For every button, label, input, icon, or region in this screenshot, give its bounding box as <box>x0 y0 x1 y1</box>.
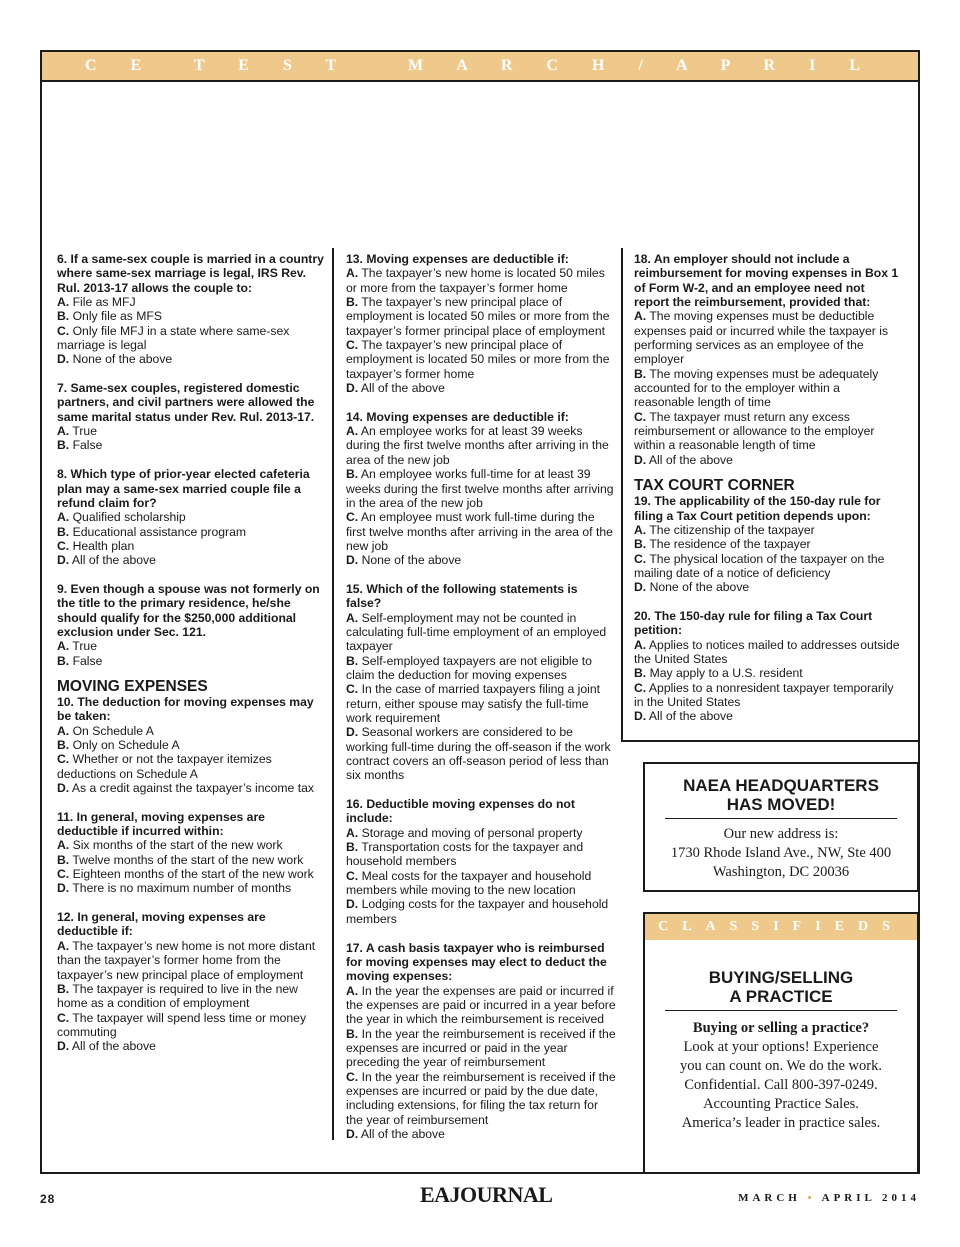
answer-b: Only on Schedule A <box>72 738 180 752</box>
answer-b: The residence of the taxpayer <box>649 537 811 552</box>
answer-c: Health plan <box>72 538 135 553</box>
answer-a: On Schedule A <box>72 723 154 738</box>
answer-c: An employee must work full-time during the first twelve months after arriving in the area of the new job <box>346 510 613 553</box>
answer-a: In the year the expenses are paid or incurred if the expenses are paid or incurred in a year before the year in which the reimbursement is received <box>346 983 616 1027</box>
answer-c: The taxpayer will spend less time or money commuting <box>57 1010 307 1039</box>
question-16: 16. Deductible moving expenses do not include: A. Storage and moving of personal property B. Transportation costs for the taxpayer and household members C. Meal costs for the taxpayer and household members while moving to the new location D. Lodging costs for the taxpayer and household members <box>346 797 609 926</box>
question-text: 8. Which type of prior-year elected cafeteria plan may a same-sex married couple file a refund claim for? <box>57 467 310 510</box>
column-1 <box>57 252 327 1054</box>
answer-a: An employee works for at least 39 weeks during the first twelve months after arriving in the area of the new job <box>346 424 609 467</box>
question-text: 12. In general, moving expenses are deductible if: <box>57 910 266 939</box>
section-heading-moving-expenses: MOVING EXPENSES <box>57 677 208 695</box>
question-11: 11. In general, moving expenses are deductible if incurred within: A. Six months of the start of the new work B. Twelve months of the start of the new work C. Eighteen months of the start of the new work D. There is no maximum number of months <box>57 809 314 896</box>
answer-a: Self-employment may not be counted in calculating full-time employment of an employed taxpayer <box>346 610 607 654</box>
answer-b: Transportation costs for the taxpayer and household members <box>346 840 584 869</box>
answer-b: May apply to a U.S. resident <box>649 666 803 681</box>
answer-c: The physical location of the taxpayer on the mailing date of a notice of deficiency <box>634 551 885 580</box>
question-15: 15. Which of the following statements is false? A. Self-employment may not be counted in calculating full-time employment of an employed taxpayer B. Self-employed taxpayers are not eligible to claim the deduction for moving expenses C. In the case of married taxpayers filing a joint return, either spouse may satisfy the full-time work requirement D. Seasonal workers are considered to be working full-time during the off-season if the work contract covers an off-season period of less than six months <box>346 581 611 783</box>
section-header-bar <box>40 50 920 82</box>
question-20: 20. The 150-day rule for filing a Tax Court petition: A. Applies to notices mailed to addresses outside the United States B. May apply to a U.S. resident C. Applies to a nonresident taxpayer temporarily in the United States D. All of the above <box>634 608 900 724</box>
answer-c: Applies to a nonresident taxpayer temporarily in the United States <box>634 680 894 709</box>
answer-b: Only file as MFS <box>72 309 162 324</box>
answer-b: The taxpayer’s new principal place of employment is located 50 miles or more from the taxpayer’s former principal place of employment <box>346 295 610 338</box>
page-number: 28 <box>40 1192 56 1206</box>
question-text: 18. An employer should not include a reimbursement for moving expenses in Box 1 of Form W-2, and an employee need not report the reimbursement, provided that: <box>634 252 899 310</box>
answer-b: An employee works full-time for at least 39 weeks during the first twelve months after arriving in the area of the new job <box>346 467 614 510</box>
section-heading-tax-court-corner: TAX COURT CORNER <box>634 477 795 495</box>
question-text: 15. Which of the following statements is false? <box>346 581 578 611</box>
answer-c: In the case of married taxpayers filing a joint return, either spouse may satisfy the full-time work requirement <box>346 682 601 725</box>
answer-a: The citizenship of the taxpayer <box>649 522 815 537</box>
answer-c: In the year the reimbursement is received if the expenses are incurred or paid by the due date, including extensions, for filing the tax return for the year of reimbursement <box>346 1069 616 1127</box>
answer-d: All of the above <box>648 709 733 724</box>
question-text: 6. If a same-sex couple is married in a country where same-sex marriage is legal, IRS Rev. Rul. 2013-17 allows the couple to: <box>57 252 324 295</box>
answer-c: Whether or not the taxpayer itemizes deductions on Schedule A <box>57 752 272 781</box>
answer-a: Six months of the start of the new work <box>72 838 283 853</box>
question-14: 14. Moving expenses are deductible if: A. An employee works for at least 39 weeks during the first twelve months after arriving in the area of the new job B. An employee works full-time for at least 39 weeks during the first twelve months after arriving in the area of the new job C. An employee must work full-time during the first twelve months after arriving in the area of the new job D. None of the above <box>346 409 614 568</box>
question-text: 19. The applicability of the 150-day rule for filing a Tax Court petition depends upon: <box>634 494 881 523</box>
question-6: 6. If a same-sex couple is married in a country where same-sex marriage is legal, IRS Rev. Rul. 2013-17 allows the couple to: A. File as MFJ B. Only file as MFS C. Only file MFJ in a state where same-sex marriage is legal D. None of the above <box>57 252 324 367</box>
answer-b: False <box>72 653 103 668</box>
column-divider-1 <box>332 248 334 1140</box>
answer-d: All of the above <box>71 553 156 568</box>
question-text: 11. In general, moving expenses are deductible if incurred within: <box>57 809 265 839</box>
question-19: 19. The applicability of the 150-day rule for filing a Tax Court petition depends upon: A. The citizenship of the taxpayer B. The residence of the taxpayer C. The physical location of the taxpayer on the mailing date of a notice of deficiency D. None of the above <box>634 494 885 595</box>
question-13: 13. Moving expenses are deductible if: A. The taxpayer’s new home is located 50 miles or more from the taxpayer’s former home B. The taxpayer’s new principal place of employment is located 50 miles or more from the taxpayer’s former principal place of employment C. The taxpayer’s new principal place of employment is located 50 miles or more from the taxpayer’s former home D. All of the above <box>346 252 610 396</box>
classifieds-box <box>643 912 919 1174</box>
question-text: 20. The 150-day rule for filing a Tax Court petition: <box>634 608 873 638</box>
answer-d: There is no maximum number of months <box>72 881 292 896</box>
classifieds-header: CLASSIFIEDS <box>658 919 904 934</box>
answer-d: None of the above <box>361 553 462 568</box>
column-3 <box>634 252 902 724</box>
answer-d: All of the above <box>71 1039 156 1054</box>
column-2 <box>346 252 616 1141</box>
answer-b: Twelve months of the start of the new work <box>72 852 304 867</box>
answer-b: Self-employed taxpayers are not eligible to claim the deduction for moving expenses <box>346 653 592 682</box>
naea-hq-notice <box>643 762 919 892</box>
answer-d: All of the above <box>648 452 733 467</box>
answer-a: Applies to notices mailed to addresses outside the United States <box>634 637 900 666</box>
answer-d: All of the above <box>360 1126 445 1141</box>
answer-a: The taxpayer’s new home is not more distant than the taxpayer’s former home from the taxpayer’s new principal place of employment <box>57 938 316 982</box>
answer-b: The taxpayer is required to live in the new home as a condition of employment <box>57 981 298 1011</box>
issue-date: MARCH • APRIL 2014 <box>738 1192 920 1204</box>
question-text: 16. Deductible moving expenses do not include: <box>346 797 575 826</box>
section-header-title: C E T E S T M A R C H / A P R I L <box>84 57 875 74</box>
question-text: 7. Same-sex couples, registered domestic partners, and civil partners were allowed the same marital status under Rev. Rul. 2013-17. <box>57 381 315 424</box>
answer-d: None of the above <box>72 352 173 367</box>
answer-c: Only file MFJ in a state where same-sex marriage is legal <box>57 323 290 353</box>
column3-rule <box>621 740 920 742</box>
question-12: 12. In general, moving expenses are deductible if: A. The taxpayer’s new home is not more distant than the taxpayer’s former home from the taxpayer’s new principal place of employment B. The taxpayer is required to live in the new home as a condition of employment C. The taxpayer will spend less time or money commuting D. All of the above <box>57 910 316 1054</box>
answer-d: None of the above <box>649 580 750 595</box>
answer-a: The moving expenses must be deductible expenses paid or incurred while the taxpayer is performing services as an employee of the employer <box>634 309 889 367</box>
question-18: 18. An employer should not include a reimbursement for moving expenses in Box 1 of Form W-2, and an employee need not report the reimbursement, provided that: A. The moving expenses must be deductible expenses paid or incurred while the taxpayer is performing services as an employee of the employer B. The moving expenses must be adequately accounted for to the employer within a reasonable length of time C. The taxpayer must return any excess reimbursement or allowance to the employer within a reasonable length of time D. All of the above <box>634 252 899 467</box>
question-7: 7. Same-sex couples, registered domestic partners, and civil partners were allowed the same marital status under Rev. Rul. 2013-17. A. True B. False <box>57 381 315 453</box>
classifieds-body: Buying or selling a practice? Look at your options! Experience you can count on. We do the work. Confidential. Call 800-397-0249. Accounting Practice Sales. America’s leader in practice sales. <box>680 1020 882 1131</box>
question-text: 10. The deduction for moving expenses may be taken: <box>57 694 314 724</box>
hq-title: NAEA HEADQUARTERS HAS MOVED! <box>683 776 879 814</box>
answer-d: All of the above <box>360 381 445 396</box>
classifieds-header-bar <box>645 914 917 940</box>
answer-d: As a credit against the taxpayer’s income tax <box>71 781 314 796</box>
question-10: 10. The deduction for moving expenses may be taken: A. On Schedule A B. Only on Schedule A C. Whether or not the taxpayer itemizes deductions on Schedule A D. As a credit against the taxpayer’s income tax <box>57 694 314 796</box>
answer-b: The moving expenses must be adequately accounted for to the employer within a reasonable length of time <box>634 366 879 410</box>
answer-a: The taxpayer’s new home is located 50 miles or more from the taxpayer’s former home <box>346 266 605 295</box>
column-divider-2 <box>621 248 623 742</box>
question-8: 8. Which type of prior-year elected cafeteria plan may a same-sex married couple file a refund claim for? A. Qualified scholarship B. Educational assistance program C. Health plan D. All of the above <box>57 467 310 568</box>
classifieds-title: BUYING/SELLING A PRACTICE <box>708 968 854 1006</box>
answer-a: True <box>72 424 97 439</box>
answer-a: True <box>72 639 97 654</box>
hq-divider <box>665 818 897 819</box>
question-text: 13. Moving expenses are deductible if: <box>346 252 569 266</box>
question-text: 14. Moving expenses are deductible if: <box>346 409 569 424</box>
answer-b: In the year the reimbursement is received if the expenses are incurred or paid in the year preceding the year of reimbursement <box>346 1026 616 1070</box>
question-text: 9. Even though a spouse was not formerly on the title to the primary residence, he/she should qualify for the $250,000 additional exclusion under Sec. 121. <box>57 581 320 639</box>
answer-a: File as MFJ <box>72 295 136 310</box>
question-17: 17. A cash basis taxpayer who is reimbursed for moving expenses may elect to deduct the moving expenses: A. In the year the expenses are paid or incurred if the expenses are paid or incurred in a year before the year in which the reimbursement is received B. In the year the reimbursement is received if the expenses are incurred or paid in the year preceding the year of reimbursement C. In the year the reimbursement is received if the expenses are incurred or paid by the due date, including extensions, for filing the tax return for the year of reimbursement D. All of the above <box>346 940 616 1141</box>
answer-c: The taxpayer must return any excess reimbursement or allowance to the employer within a reasonable length of time <box>634 409 875 453</box>
answer-c: Eighteen months of the start of the new work <box>72 867 314 882</box>
answer-a: Storage and moving of personal property <box>361 825 583 840</box>
answer-c: The taxpayer’s new principal place of employment is located 50 miles or more from the taxpayer’s former home <box>346 338 610 381</box>
answer-d: Lodging costs for the taxpayer and household members <box>346 897 609 926</box>
question-text: 17. A cash basis taxpayer who is reimbursed for moving expenses may elect to deduct the moving expenses: <box>346 940 607 984</box>
answer-d: Seasonal workers are considered to be working full-time during the off-season if the work contract covers an off-season period of less than six months <box>346 725 611 783</box>
answer-b: False <box>72 438 103 453</box>
answer-a: Qualified scholarship <box>72 510 186 525</box>
ea-journal-logo: EAJOURNAL <box>420 1182 553 1207</box>
answer-c: Meal costs for the taxpayer and household members while moving to the new location <box>346 868 592 898</box>
classifieds-divider <box>665 1010 897 1011</box>
hq-address: Our new address is: 1730 Rhode Island Ave., NW, Ste 400 Washington, DC 20036 <box>670 826 892 880</box>
question-9: 9. Even though a spouse was not formerly on the title to the primary residence, he/she should qualify for the $250,000 additional exclusion under Sec. 121. A. True B. False <box>57 581 320 668</box>
answer-b: Educational assistance program <box>72 524 247 539</box>
